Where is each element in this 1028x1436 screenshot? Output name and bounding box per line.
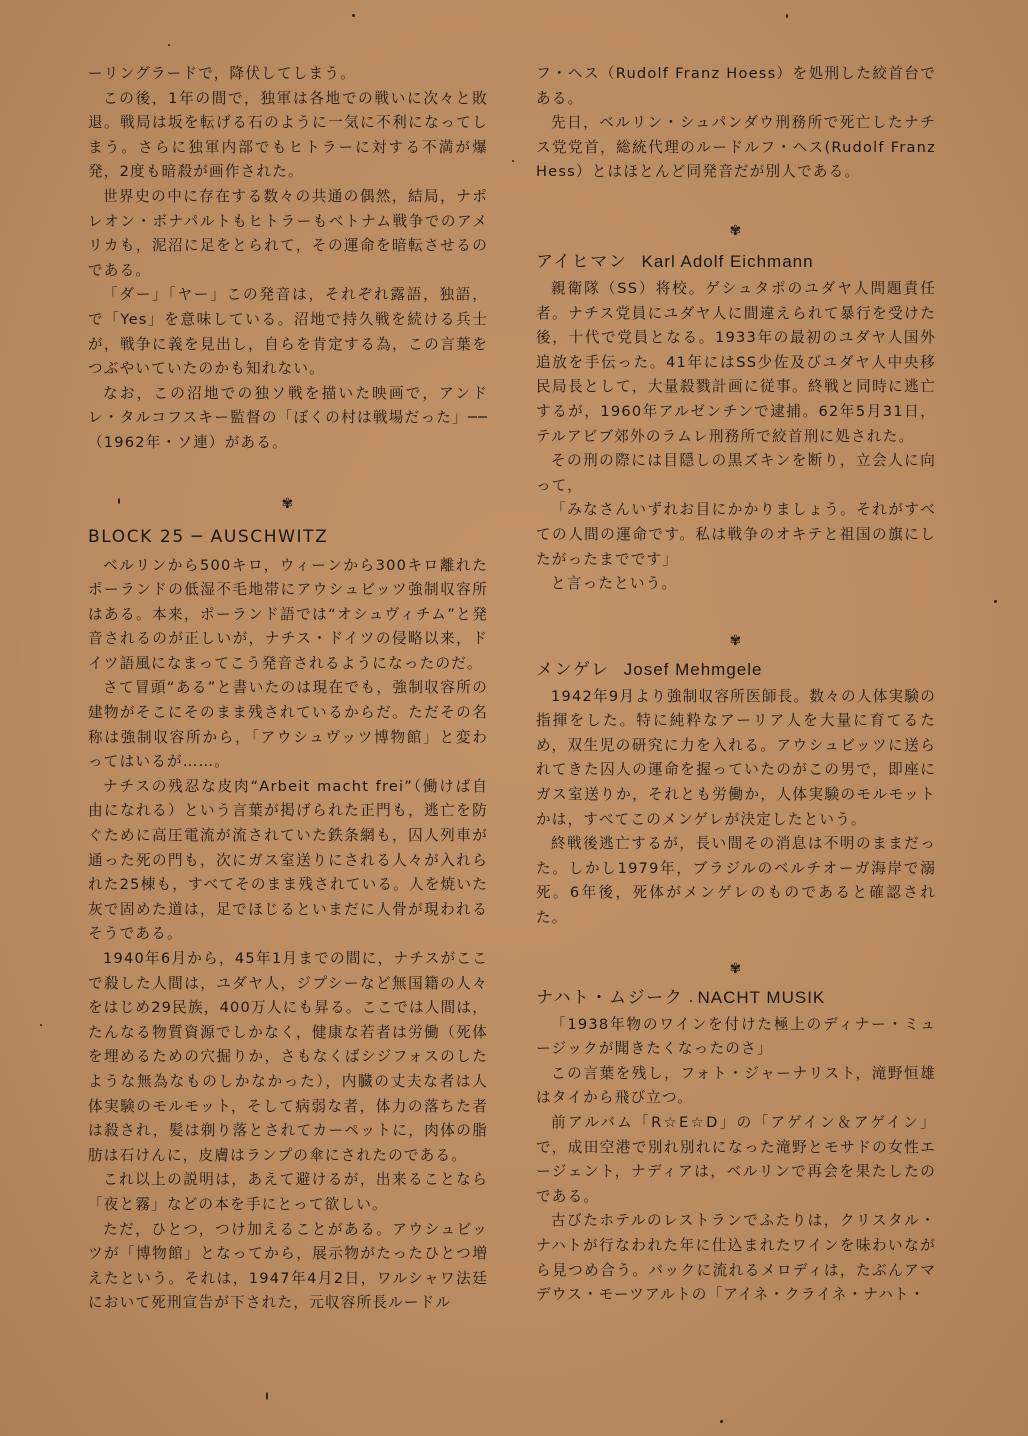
heading-jp: アイヒマン (536, 251, 628, 272)
paragraph: 「1938年物のワインを付けた極上のディナー・ミュージックが聞きたくなったのさ」 (536, 1015, 936, 1058)
paragraph: 終戦後逃亡するが，長い間その消息は不明のままだった。しかし1979年，ブラジルのベルチオーガ海岸で溺死。6年後，死体がメンゲレのものであると確認された。 (536, 835, 936, 927)
right-column (536, 62, 936, 1308)
paragraph: これ以上の説明は，あえて避けるが，出来ることなら「夜と霧」などの本を手にとって欲しい。 (88, 1171, 488, 1213)
paragraph: ただ，ひとつ，つけ加えることがある。アウシュビッツが「博物館」となってから，展示物がたったひとつ増えたという。それは，1947年4月2日，ワルシャワ法廷において死刑宣告が下された，元収容所長ルードル (88, 1220, 488, 1312)
heading-latin: NACHT MUSIK (697, 987, 826, 1007)
heading-jp: メンゲレ (536, 659, 610, 680)
section-ornament-icon: ✾ (729, 222, 743, 239)
left-column (88, 62, 488, 1316)
paragraph: その刑の際には目隠しの黒ズキンを断り，立会人に向って， (536, 452, 936, 494)
paragraph: ーリングラードで，降伏してしまう。 (88, 65, 356, 82)
section-heading-mengele (536, 657, 936, 683)
paragraph: さて冒頭“ある”と書いたのは現在でも，強制収容所の建物がそこにそのまま残されているからだ。ただその名称は強制収容所から，「アウシュヴッツ博物館」と変わってはいるが……。 (88, 679, 488, 771)
paragraph: ナチスの残忍な皮肉“Arbeit macht frei”（働けば自由になれる）という言葉が掲げられた正門も，逃亡を防ぐために高圧電流が流されていた鉄条網も，囚人列車が通った死の門も，次にガス室送りにされる人々が入れられた25棟も，すべてそのまま残されている。人を焼いた灰で固めた道は，足でほじるといまだに人骨が現われるそうである。 (88, 777, 488, 943)
paragraph: この言葉を残し，フォト・ジャーナリスト，滝野恒雄はタイから飛び立つ。 (536, 1064, 936, 1107)
paragraph: と言ったという。 (551, 575, 678, 593)
section-heading-auschwitz: BLOCK 25 ─ AUSCHWITZ (88, 526, 329, 547)
paragraph: 古びたホテルのレストランでふたりは，クリスタル・ナハトが行なわれた年に仕込まれたワインを味わいながら見つめ合う。バックに流れるメロディは，たぶんアマデウス・モーツアルトの「アイネ・クライネ・ナハト・ (536, 1212, 936, 1304)
paragraph: 「ダー」「ヤー」この発音は，それぞれ露語，独語，で「Yes」を意味している。沼地で持久戦を続ける兵士が，戦争に義を見出し，自らを肯定する為，この言葉をつぶやいていたのかも知れない。 (88, 286, 488, 378)
paper-speck (266, 1392, 268, 1400)
heading-latin: Josef Mehmgele (623, 659, 763, 679)
paper-speck (168, 44, 170, 46)
paragraph: 親衛隊（SS）将校。ゲシュタポのユダヤ人問題責任者。ナチス党員にユダヤ人に間違えられて暴行を受けた後，十代で党員となる。1933年の最初のユダヤ人国外追放を手伝った。41年にはSS少佐及びユダヤ人中央移民局長として，大量殺戮計画に従事。終戦と同時に逃亡するが，1960年アルゼンチンで逮捕。62年5月31日，テルアビブ郊外のラムレ刑務所で絞首刑に処された。 (536, 279, 936, 445)
paragraph: 1940年6月から，45年1月までの間に，ナチスがここで殺した人間は，ユダヤ人，ジプシーなど無国籍の人々をはじめ29民族，400万人にも昇る。ここでは人間は，たんなる物質資源でしかなく，健康な若者は労働（死体を埋めるための穴掘りか，さもなくばシジフォスのしたような無為なものしかなかった），内臓の丈夫な者は人体実験のモルモット，そして病弱な者，体力の落ちた者は殺され，髪は剃り落とされてカーペットに，肉体の脂肪は石けんに，皮膚はランプの傘にされたのである。 (88, 950, 488, 1164)
heading-jp: ナハト・ムジーク (536, 987, 684, 1008)
paragraph: 世界史の中に存在する数々の共通の偶然，結局，ナポレオン・ボナパルトもヒトラーもベトナム戦争でのアメリカも，泥沼に足をとられて，その運命を暗転させるのである。 (88, 187, 488, 279)
section-ornament-icon: ✾ (729, 960, 743, 977)
heading-latin: Karl Adolf Eichmann (641, 251, 814, 271)
section-heading-nacht-musik (536, 985, 936, 1011)
paper-speck (994, 600, 997, 603)
paragraph: なお，この沼地での独ソ戦を描いた映画で，アンドレ・タルコフスキー監督の「ぼくの村は戦場だった」──（1962年・ソ連）がある。 (88, 384, 488, 451)
paragraph: ベルリンから500キロ，ウィーンから300キロ離れたポーランドの低湿不毛地帯にアウシュビッツ強制収容所はある。本来，ポーランド語では“オシュヴィチム”と発音されるのが正しいが，ナチス・ドイツの侵略以来，ドイツ語風になまってこう発音されるようになったのだ。 (88, 556, 488, 672)
section-ornament-icon: ✾ (281, 495, 295, 512)
section-ornament-icon: ✾ (729, 632, 743, 649)
paper-speck (786, 14, 788, 18)
paper-speck (690, 1000, 692, 1002)
paragraph: この後，1年の間で，独軍は各地での戦いに次々と敗退。戦局は坂を転げる石のように一気に不利になってしまう。さらに独軍内部でもヒトラーに対する不満が爆発，2度も暗殺が画作された。 (88, 89, 488, 181)
paper-speck (118, 498, 120, 504)
paper-speck (512, 160, 514, 162)
paper-speck (352, 14, 355, 17)
paragraph: 1942年9月より強制収容所医師長。数々の人体実験の指揮をした。特に純粋なアーリア人を大量に育てるため，双生児の研究に力を入れる。アウシュビッツに送られてきた囚人の運命を握っていたのがこの男で，即座にガス室送りか，それとも労働か，人体実験のモルモットかは，すべてこのメンゲレが決定したという。 (536, 687, 936, 828)
paragraph: 先日，ベルリン・シュパンダウ刑務所で死亡したナチス党党首，総統代理のルードルフ・ヘス(Rudolf Franz Hess）とはほとんど同発音だが別人である。 (536, 114, 936, 181)
paper-speck (40, 1024, 42, 1026)
section-heading-eichmann (536, 249, 936, 275)
paper-speck (720, 1420, 723, 1423)
paragraph: 前アルバム「R☆E☆D」の「アゲイン＆アゲイン」で，成田空港で別れ別れになった滝野とモサドの女性エージェント，ナディアは，ベルリンで再会を果たしたのである。 (536, 1114, 936, 1205)
paragraph: フ・ヘス（Rudolf Franz Hoess）を処刑した絞首台である。 (536, 65, 936, 107)
paragraph: 「みなさんいずれお目にかかりましょう。それがすべての人間の運命です。私は戦争のオキテと祖国の旗にしたがったまでです」 (536, 501, 936, 568)
